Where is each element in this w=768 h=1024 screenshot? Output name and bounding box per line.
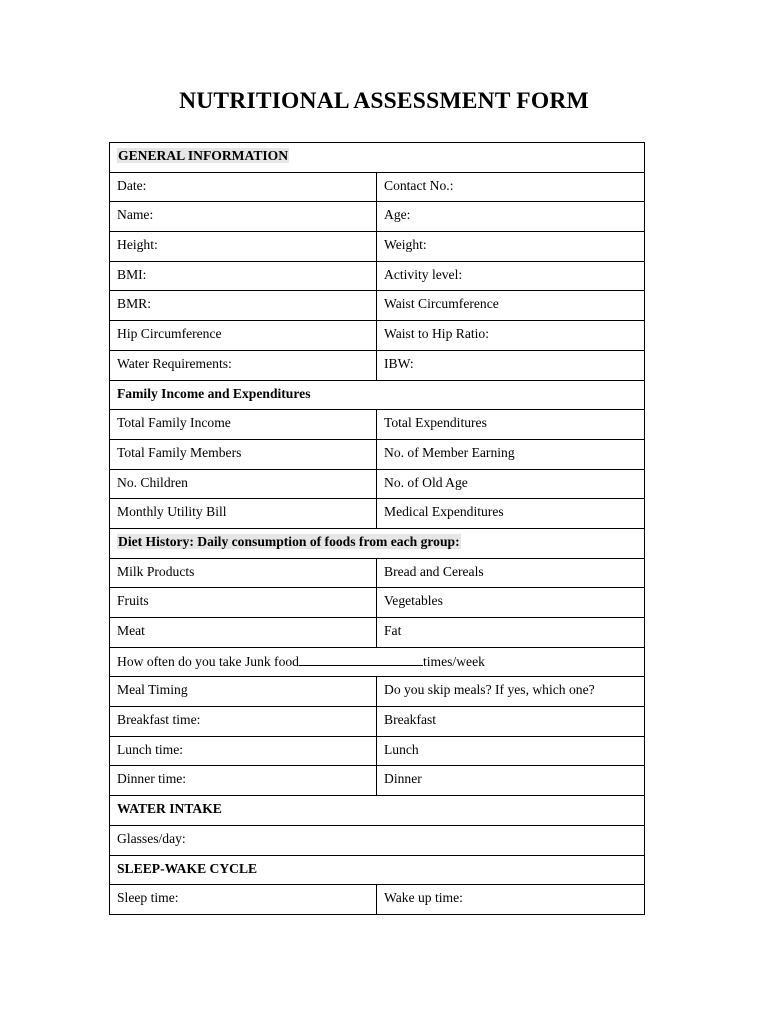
total-family-income-field[interactable]: Total Family Income xyxy=(110,410,377,440)
members-earning-field[interactable]: No. of Member Earning xyxy=(377,439,645,469)
bread-cereals-field[interactable]: Bread and Cereals xyxy=(377,558,645,588)
glasses-per-day-field[interactable]: Glasses/day: xyxy=(110,825,645,855)
table-row xyxy=(110,499,645,529)
table-row xyxy=(110,232,645,262)
junk-food-field[interactable] xyxy=(110,647,645,677)
section-header-row xyxy=(110,528,645,558)
page-title: NUTRITIONAL ASSESSMENT FORM xyxy=(179,88,589,114)
children-count-field[interactable]: No. Children xyxy=(110,469,377,499)
general-info-header-cell xyxy=(110,143,645,173)
sleep-time-field[interactable]: Sleep time: xyxy=(110,885,377,915)
diet-history-heading: Diet History: Daily consumption of foods from each group: xyxy=(118,533,460,549)
wake-up-time-field[interactable]: Wake up time: xyxy=(377,885,645,915)
junk-food-blank-line[interactable] xyxy=(299,653,423,666)
form-body xyxy=(110,143,645,915)
general-info-heading: GENERAL INFORMATION xyxy=(118,148,289,163)
monthly-utility-bill-field[interactable]: Monthly Utility Bill xyxy=(110,499,377,529)
vegetables-field[interactable]: Vegetables xyxy=(377,588,645,618)
date-field[interactable]: Date: xyxy=(110,172,377,202)
breakfast-field[interactable]: Breakfast xyxy=(377,707,645,737)
junk-food-suffix: times/week xyxy=(422,653,485,669)
table-row xyxy=(110,825,645,855)
table-row xyxy=(110,291,645,321)
sleep-wake-header-cell xyxy=(110,855,645,885)
table-row xyxy=(110,647,645,677)
sleep-wake-heading: SLEEP-WAKE CYCLE xyxy=(117,860,258,876)
table-row xyxy=(110,885,645,915)
table-row xyxy=(110,588,645,618)
table-row xyxy=(110,261,645,291)
skip-meals-field[interactable]: Do you skip meals? If yes, which one? xyxy=(377,677,645,707)
contact-number-field[interactable]: Contact No.: xyxy=(377,172,645,202)
milk-products-field[interactable]: Milk Products xyxy=(110,558,377,588)
bmi-field[interactable]: BMI: xyxy=(110,261,377,291)
breakfast-time-field[interactable]: Breakfast time: xyxy=(110,707,377,737)
assessment-form-table xyxy=(109,142,645,915)
water-requirements-field[interactable]: Water Requirements: xyxy=(110,350,377,380)
table-row xyxy=(110,677,645,707)
hip-circumference-field[interactable]: Hip Circumference xyxy=(110,321,377,351)
ibw-field[interactable]: IBW: xyxy=(377,350,645,380)
total-family-members-field[interactable]: Total Family Members xyxy=(110,439,377,469)
table-row xyxy=(110,350,645,380)
waist-to-hip-ratio-field[interactable]: Waist to Hip Ratio: xyxy=(377,321,645,351)
table-row xyxy=(110,172,645,202)
meat-field[interactable]: Meat xyxy=(110,618,377,648)
table-row xyxy=(110,707,645,737)
fat-field[interactable]: Fat xyxy=(377,618,645,648)
water-intake-heading: WATER INTAKE xyxy=(117,801,222,817)
bmr-field[interactable]: BMR: xyxy=(110,291,377,321)
water-intake-header-cell xyxy=(110,796,645,826)
dinner-field[interactable]: Dinner xyxy=(377,766,645,796)
age-field[interactable]: Age: xyxy=(377,202,645,232)
dinner-time-field[interactable]: Dinner time: xyxy=(110,766,377,796)
section-header-row xyxy=(110,796,645,826)
lunch-time-field[interactable]: Lunch time: xyxy=(110,736,377,766)
table-row xyxy=(110,469,645,499)
total-expenditures-field[interactable]: Total Expenditures xyxy=(377,410,645,440)
meal-timing-label: Meal Timing xyxy=(110,677,377,707)
height-field[interactable]: Height: xyxy=(110,232,377,262)
family-income-header-cell xyxy=(110,380,645,410)
family-income-heading: Family Income and Expenditures xyxy=(117,385,311,401)
old-age-count-field[interactable]: No. of Old Age xyxy=(377,469,645,499)
section-header-row xyxy=(110,380,645,410)
diet-history-header-cell xyxy=(110,528,645,558)
table-row xyxy=(110,202,645,232)
fruits-field[interactable]: Fruits xyxy=(110,588,377,618)
table-row xyxy=(110,558,645,588)
table-row xyxy=(110,410,645,440)
lunch-field[interactable]: Lunch xyxy=(377,736,645,766)
name-field[interactable]: Name: xyxy=(110,202,377,232)
activity-level-field[interactable]: Activity level: xyxy=(377,261,645,291)
section-header-row xyxy=(110,855,645,885)
waist-circumference-field[interactable]: Waist Circumference xyxy=(377,291,645,321)
junk-food-prefix: How often do you take Junk food xyxy=(117,653,299,669)
weight-field[interactable]: Weight: xyxy=(377,232,645,262)
table-row xyxy=(110,736,645,766)
table-row xyxy=(110,766,645,796)
table-row xyxy=(110,618,645,648)
table-row xyxy=(110,321,645,351)
medical-expenditures-field[interactable]: Medical Expenditures xyxy=(377,499,645,529)
section-header-row xyxy=(110,143,645,173)
table-row xyxy=(110,439,645,469)
